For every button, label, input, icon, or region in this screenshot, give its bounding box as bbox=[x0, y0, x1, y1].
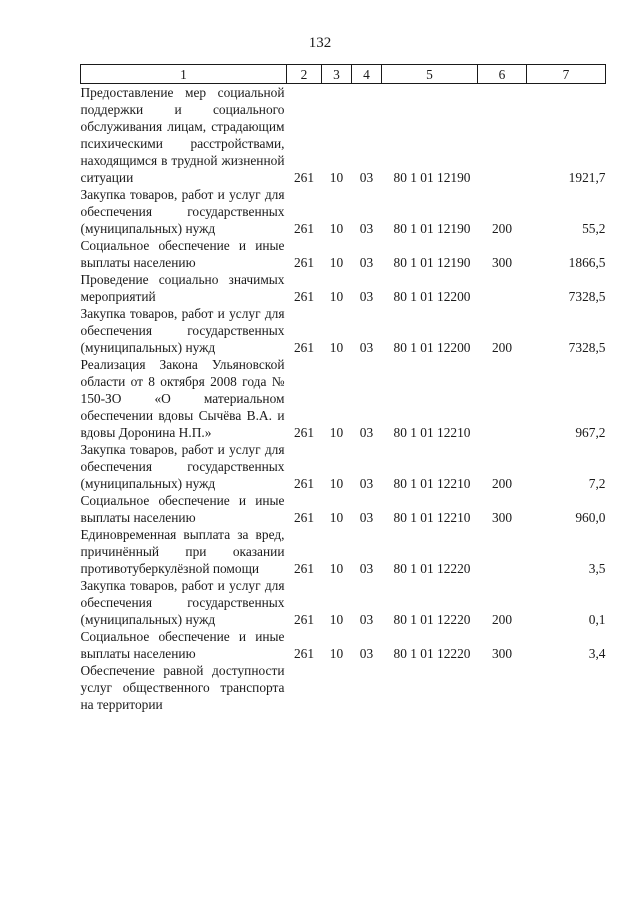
ministry-code-cell: 261 bbox=[293, 425, 315, 440]
amount-cell: 7328,5 bbox=[568, 289, 606, 304]
amount-cell: 3,4 bbox=[588, 646, 606, 661]
row-name-cell: Закупка товаров, работ и услуг для обеспечения государственных (муниципальных) нужд bbox=[80, 187, 285, 236]
amount-cell bbox=[527, 662, 606, 713]
table-row bbox=[81, 271, 606, 305]
table-row bbox=[81, 441, 606, 492]
row-name-cell: Социальное обеспечение и иные выплаты населению bbox=[80, 238, 285, 270]
section-code-cell: 10 bbox=[329, 289, 344, 304]
table-row bbox=[81, 526, 606, 577]
ministry-code-cell: 261 bbox=[293, 221, 315, 236]
row-name-cell: Единовременная выплата за вред, причинённый при оказании противотуберкулёзной помощи bbox=[80, 527, 285, 576]
amount-cell: 55,2 bbox=[582, 221, 606, 236]
section-code-cell: 10 bbox=[329, 255, 344, 270]
table-row bbox=[81, 237, 606, 271]
column-header-5: 5 bbox=[382, 65, 478, 84]
target-article-cell: 80 1 01 12210 bbox=[393, 476, 471, 491]
column-header-2: 2 bbox=[287, 65, 322, 84]
subsection-code-cell: 03 bbox=[359, 476, 374, 491]
expense-type-cell: 200 bbox=[491, 340, 513, 355]
amount-cell: 7,2 bbox=[588, 476, 606, 491]
expense-type-cell bbox=[478, 662, 527, 713]
subsection-code-cell: 03 bbox=[359, 425, 374, 440]
row-name-cell: Закупка товаров, работ и услуг для обеспечения государственных (муниципальных) нужд bbox=[80, 578, 285, 627]
amount-cell: 3,5 bbox=[588, 561, 606, 576]
subsection-code-cell: 03 bbox=[359, 510, 374, 525]
subsection-code-cell: 03 bbox=[359, 561, 374, 576]
amount-cell: 967,2 bbox=[575, 425, 606, 440]
target-article-cell: 80 1 01 12190 bbox=[393, 255, 471, 270]
column-number-row bbox=[81, 65, 606, 84]
table-header bbox=[81, 65, 606, 84]
target-article-cell: 80 1 01 12210 bbox=[393, 510, 471, 525]
row-name-cell: Социальное обеспечение и иные выплаты населению bbox=[80, 629, 285, 661]
ministry-code-cell: 261 bbox=[293, 510, 315, 525]
target-article-cell: 80 1 01 12200 bbox=[393, 289, 471, 304]
row-name-cell: Предоставление мер социальной поддержки и социального обслуживания лицам, страдающим психическими расстройствами, находящимся в трудной жизненной ситуации bbox=[80, 85, 285, 185]
budget-table bbox=[80, 64, 606, 713]
column-header-7: 7 bbox=[527, 65, 606, 84]
section-code-cell: 10 bbox=[329, 221, 344, 236]
subsection-code-cell: 03 bbox=[359, 170, 374, 185]
table-row bbox=[81, 305, 606, 356]
table-row bbox=[81, 186, 606, 237]
subsection-code-cell: 03 bbox=[359, 340, 374, 355]
ministry-code-cell: 261 bbox=[293, 646, 315, 661]
target-article-cell: 80 1 01 12220 bbox=[393, 646, 471, 661]
ministry-code-cell: 261 bbox=[293, 289, 315, 304]
ministry-code-cell: 261 bbox=[293, 170, 315, 185]
row-name-cell: Проведение социально значимых мероприятий bbox=[80, 272, 285, 304]
amount-cell: 0,1 bbox=[588, 612, 606, 627]
ministry-code-cell: 261 bbox=[293, 612, 315, 627]
section-code-cell: 10 bbox=[329, 425, 344, 440]
amount-cell: 960,0 bbox=[575, 510, 606, 525]
amount-cell: 1866,5 bbox=[568, 255, 606, 270]
ministry-code-cell: 261 bbox=[293, 340, 315, 355]
subsection-code-cell: 03 bbox=[359, 221, 374, 236]
amount-cell: 7328,5 bbox=[568, 340, 606, 355]
expense-type-cell: 200 bbox=[491, 612, 513, 627]
table-row bbox=[81, 84, 606, 187]
table-body bbox=[81, 84, 606, 714]
target-article-cell bbox=[382, 662, 478, 713]
expense-type-cell: 300 bbox=[491, 510, 513, 525]
table-row bbox=[81, 492, 606, 526]
section-code-cell: 10 bbox=[329, 510, 344, 525]
table-row bbox=[81, 628, 606, 662]
subsection-code-cell: 03 bbox=[359, 646, 374, 661]
expense-type-cell: 300 bbox=[491, 255, 513, 270]
section-code-cell: 10 bbox=[329, 561, 344, 576]
expense-type-cell: 200 bbox=[491, 221, 513, 236]
row-name-cell: Обеспечение равной доступности услуг общественного транспорта на территории bbox=[80, 663, 285, 712]
subsection-code-cell: 03 bbox=[359, 612, 374, 627]
table-row bbox=[81, 662, 606, 713]
column-header-1: 1 bbox=[81, 65, 287, 84]
table-row bbox=[81, 577, 606, 628]
row-name-cell: Закупка товаров, работ и услуг для обеспечения государственных (муниципальных) нужд bbox=[80, 442, 285, 491]
column-header-4: 4 bbox=[352, 65, 382, 84]
target-article-cell: 80 1 01 12220 bbox=[393, 561, 471, 576]
column-header-6: 6 bbox=[478, 65, 527, 84]
subsection-code-cell: 03 bbox=[359, 255, 374, 270]
section-code-cell: 10 bbox=[329, 340, 344, 355]
table-row bbox=[81, 356, 606, 441]
expense-type-cell bbox=[478, 271, 527, 305]
target-article-cell: 80 1 01 12210 bbox=[393, 425, 471, 440]
row-name-cell: Реализация Закона Ульяновской области от 8 октября 2008 года № 150-ЗО «О материальном обеспечении вдовы Сычёва В.А. и вдовы Доронина Н.П.» bbox=[80, 357, 285, 440]
expense-type-cell: 300 bbox=[491, 646, 513, 661]
ministry-code-cell: 261 bbox=[293, 476, 315, 491]
section-code-cell bbox=[322, 662, 352, 713]
ministry-code-cell: 261 bbox=[293, 561, 315, 576]
target-article-cell: 80 1 01 12220 bbox=[393, 612, 471, 627]
row-name-cell: Закупка товаров, работ и услуг для обеспечения государственных (муниципальных) нужд bbox=[80, 306, 285, 355]
expense-type-cell bbox=[478, 526, 527, 577]
target-article-cell: 80 1 01 12190 bbox=[393, 170, 471, 185]
ministry-code-cell: 261 bbox=[293, 255, 315, 270]
ministry-code-cell bbox=[287, 662, 322, 713]
amount-cell: 1921,7 bbox=[568, 170, 606, 185]
expense-type-cell: 200 bbox=[491, 476, 513, 491]
section-code-cell: 10 bbox=[329, 612, 344, 627]
subsection-code-cell: 03 bbox=[359, 289, 374, 304]
target-article-cell: 80 1 01 12200 bbox=[393, 340, 471, 355]
expense-type-cell bbox=[478, 356, 527, 441]
page-number: 132 bbox=[308, 35, 332, 51]
section-code-cell: 10 bbox=[329, 646, 344, 661]
target-article-cell: 80 1 01 12190 bbox=[393, 221, 471, 236]
section-code-cell: 10 bbox=[329, 170, 344, 185]
column-header-3: 3 bbox=[322, 65, 352, 84]
row-name-cell: Социальное обеспечение и иные выплаты населению bbox=[80, 493, 285, 525]
subsection-code-cell bbox=[352, 662, 382, 713]
section-code-cell: 10 bbox=[329, 476, 344, 491]
expense-type-cell bbox=[478, 84, 527, 187]
